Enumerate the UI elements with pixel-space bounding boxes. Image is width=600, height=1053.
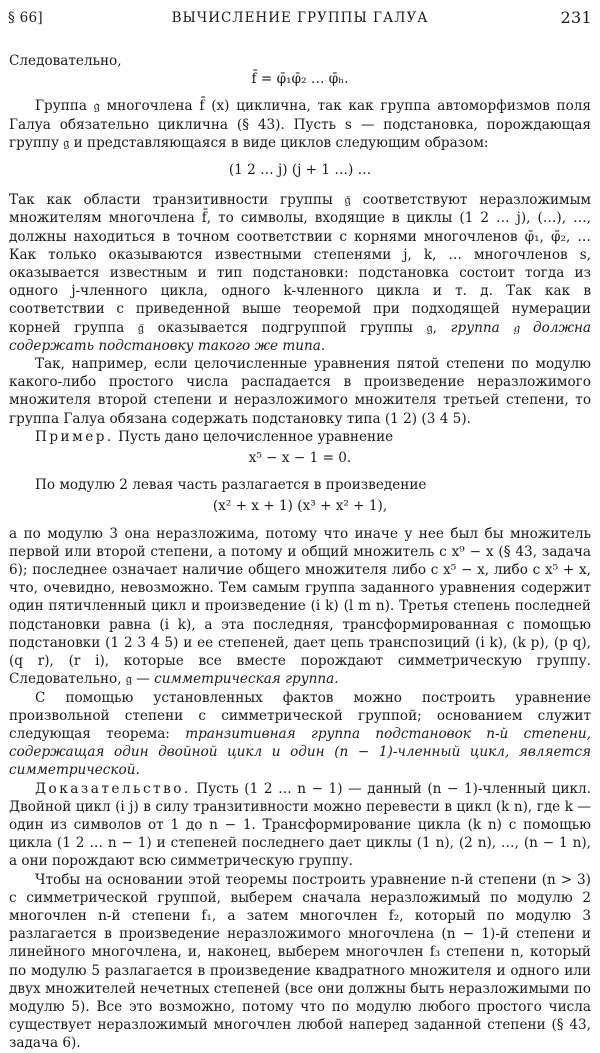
paragraph-theorem: [9, 689, 591, 780]
text-theorem-intro: С помощью установленных фактов можно построить уравнение произвольной степени с симметрической группой; основанием служит следующая теорема:: [9, 689, 591, 742]
page-number: 231: [560, 8, 592, 27]
formula-mod2-product: (x² + x + 1) (x³ + x² + 1),: [212, 498, 388, 515]
paragraph-construction: Чтобы на основании этой теоремы построить уравнение n-й степени (n > 3) с симметрической группой, выберем сначала неразложимый по модулю 2 многочлен n-й степени f₁, а затем многочлен f₂, который по модулю 3 разлагается в произведение неразложимого многочлена (n − 1)-й степени и линейного многочлена, и, наконец, выберем многочлен f₃ степени n, который по модулю 5 разлагается в произведение квадратного множителя и одного или двух множителей нечетных степеней (все они должны быть неразложимыми по модулю 5). Все это возможно, потому что по модулю любого простого числа существует неразложимый многочлен любой наперед заданной степени (§ 43, задача 6).: [9, 871, 591, 1052]
running-header: [8, 9, 592, 29]
example-text: Пусть дано целочисленное уравнение: [113, 428, 394, 445]
example-label: Пример.: [35, 428, 114, 445]
paragraph-example-intro: [9, 428, 591, 446]
paragraph-proof: [9, 780, 591, 871]
proof-text: Пусть (1 2 … n − 1) — данный (n − 1)-членный цикл. Двойной цикл (i j) в силу транзитивности можно перевести в цикл (k n), где k — один из символов от 1 до n − 1. Трансформирование цикла (k n) с помощью цикла (1 2 … n − 1) и степеней последнего дает циклы (1 n), (2 n), …, (n − 1 n), а они порождают всю симметрическую группу.: [9, 780, 591, 870]
section-number: § 66]: [8, 10, 43, 26]
text-mod3: а по модулю 3 она неразложима, потому что иначе у нее был бы множитель первой или второй степени, а потому и общий множитель с x⁹ − x (§ 43, задача 6); последнее означает наличие общего множителя либо с x⁵ − x, либо с x⁵ + x, что, очевидно, невозможно. Тем самым группа заданного уравнения содержит один пятичленный цикл и произведение (i k) (l m n). Третья степень последней подстановки равна (i k), а эта последняя, трансформированная с помощью подстановки (1 2 3 4 5) и ее степеней, дает цепь транспозиций (i k), (k p), (p q), (q r), (r i), которые все вместе порождают симметрическую группу. Следовательно, 𝔤 —: [9, 525, 591, 688]
proof-label: Доказательство.: [35, 780, 191, 797]
paragraph-cyclic-group: Группа 𝔤 многочлена f̄ (x) циклична, так как группа автоморфизмов поля Галуа обязательно циклична (§ 43). Пусть s — подстановка, порождающая группу 𝔤 и представляющаяся в виде циклов следующим образом:: [9, 98, 591, 151]
emphasis-theorem: транзитивная группа подстановок n-й степени, содержащая один двойной цикл и один (n − 1)-членный цикл, является симметрической.: [9, 725, 591, 779]
paragraph-mod2: По модулю 2 левая часть разлагается в произведение: [35, 477, 427, 494]
formula-f-product: f̄ = φ̄₁φ̄₂ … φ̄ₕ.: [251, 71, 349, 88]
emphasis-symmetric-group: симметрическая группа.: [154, 671, 339, 688]
emphasis-substitution-type: группа 𝔤 должна содержать подстановку такого же типа.: [9, 319, 591, 354]
paragraph-example-fifth-degree: Так, например, если целочисленные уравнения пятой степени по модулю какого-либо простого числа распадается в произведение неразложимого множителя второй степени и неразложимого множителя третьей степени, то группа Галуа обязана содержать подстановку типа (1 2) (3 4 5).: [9, 356, 591, 427]
formula-equation: x⁵ − x − 1 = 0.: [248, 450, 352, 467]
paragraph-mod3: [9, 525, 591, 689]
formula-cycles: (1 2 … j) (j + 1 …) …: [228, 162, 372, 179]
text-transitivity: Так как области транзитивности группы 𝔤̄ соответствуют неразложимым множителям многочлена f̄, то символы, входящие в циклы (1 2 … j), (…), …, должны находиться в точном соответствии с корнями многочленов φ̄₁, φ̄₂, … Как только оказываются известными степенями j, k, … многочленов s, оказывается известным и тип подстановки: подстановка состоит тогда из одного j-членного цикла, одного k-членного цикла и т. д. Так как в соответствии с приведенной выше теоремой при подходящей нумерации корней группа 𝔤̄ оказывается подгруппой группы 𝔤,: [9, 192, 591, 336]
paragraph-transitivity: [9, 191, 591, 355]
page-title: ВЫЧИСЛЕНИЕ ГРУППЫ ГАЛУА: [171, 10, 429, 26]
page-body: [9, 52, 591, 1053]
paragraph-conseq: Следовательно,: [9, 53, 122, 69]
